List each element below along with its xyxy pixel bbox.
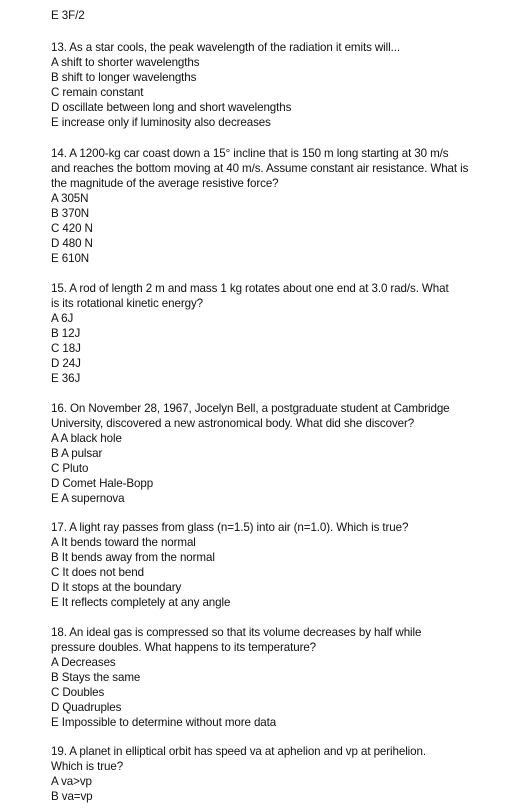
question-15-option-c: C 18J — [51, 342, 81, 355]
question-13-option-c: C remain constant — [51, 86, 144, 99]
question-18-stem-line-2: pressure doubles. What happens to its temperature? — [51, 641, 317, 654]
question-17-option-b: B It bends away from the normal — [51, 551, 215, 564]
question-18-option-b: B Stays the same — [51, 671, 141, 684]
question-14-option-c: C 420 N — [51, 222, 93, 235]
question-15-option-e: E 36J — [51, 372, 81, 385]
question-18-option-c: C Doubles — [51, 686, 105, 699]
question-15-stem-line-1: 15. A rod of length 2 m and mass 1 kg rotates about one end at 3.0 rad/s. What — [51, 282, 449, 295]
previous-answer-option: E 3F/2 — [51, 9, 85, 22]
question-16-option-d: D Comet Hale-Bopp — [51, 477, 154, 490]
question-14-stem-line-3: the magnitude of the average resistive force? — [51, 177, 279, 190]
question-13-option-a: A shift to shorter wavelengths — [51, 56, 200, 69]
question-16-stem-line-2: University, discovered a new astronomical body. What did she discover? — [51, 417, 415, 430]
question-15-option-b: B 12J — [51, 327, 81, 340]
question-16-option-b: B A pulsar — [51, 447, 103, 460]
question-16-stem-line-1: 16. On November 28, 1967, Jocelyn Bell, a postgraduate student at Cambridge — [51, 402, 450, 415]
question-14-option-d: D 480 N — [51, 237, 93, 250]
question-18-option-a: A Decreases — [51, 656, 116, 669]
question-19-stem-line-2: Which is true? — [51, 760, 124, 773]
question-14-option-b: B 370N — [51, 207, 90, 220]
question-17-option-c: C It does not bend — [51, 566, 144, 579]
question-19-option-a: A va>vp — [51, 775, 92, 788]
question-13-option-d: D oscillate between long and short wavelengths — [51, 101, 292, 114]
question-19-stem-line-1: 19. A planet in elliptical orbit has speed va at aphelion and vp at perihelion. — [51, 745, 426, 758]
question-14-stem-line-1: 14. A 1200-kg car coast down a 15° incline that is 150 m long starting at 30 m/s — [51, 147, 449, 160]
question-15-stem-line-2: is its rotational kinetic energy? — [51, 297, 204, 310]
question-17-option-e: E It reflects completely at any angle — [51, 596, 231, 609]
question-16-option-e: E A supernova — [51, 492, 125, 505]
question-17-option-a: A It bends toward the normal — [51, 536, 196, 549]
question-13-stem: 13. As a star cools, the peak wavelength of the radiation it emits will... — [51, 41, 400, 54]
question-13-option-b: B shift to longer wavelengths — [51, 71, 197, 84]
question-19-option-b: B va=vp — [51, 790, 93, 803]
question-16-option-c: C Pluto — [51, 462, 89, 475]
question-13-option-e: E increase only if luminosity also decreases — [51, 116, 271, 129]
question-18-option-d: D Quadruples — [51, 701, 122, 714]
question-15-option-d: D 24J — [51, 357, 81, 370]
question-18-stem-line-1: 18. An ideal gas is compressed so that its volume decreases by half while — [51, 626, 422, 639]
question-15-option-a: A 6J — [51, 312, 74, 325]
question-14-option-e: E 610N — [51, 252, 90, 265]
question-18-option-e: E Impossible to determine without more data — [51, 716, 277, 729]
question-17-stem: 17. A light ray passes from glass (n=1.5) into air (n=1.0). Which is true? — [51, 521, 409, 534]
question-14-stem-line-2: and reaches the bottom moving at 40 m/s. Assume constant air resistance. What is — [51, 162, 469, 175]
question-16-option-a: A A black hole — [51, 432, 122, 445]
question-14-option-a: A 305N — [51, 192, 89, 205]
question-17-option-d: D It stops at the boundary — [51, 581, 182, 594]
